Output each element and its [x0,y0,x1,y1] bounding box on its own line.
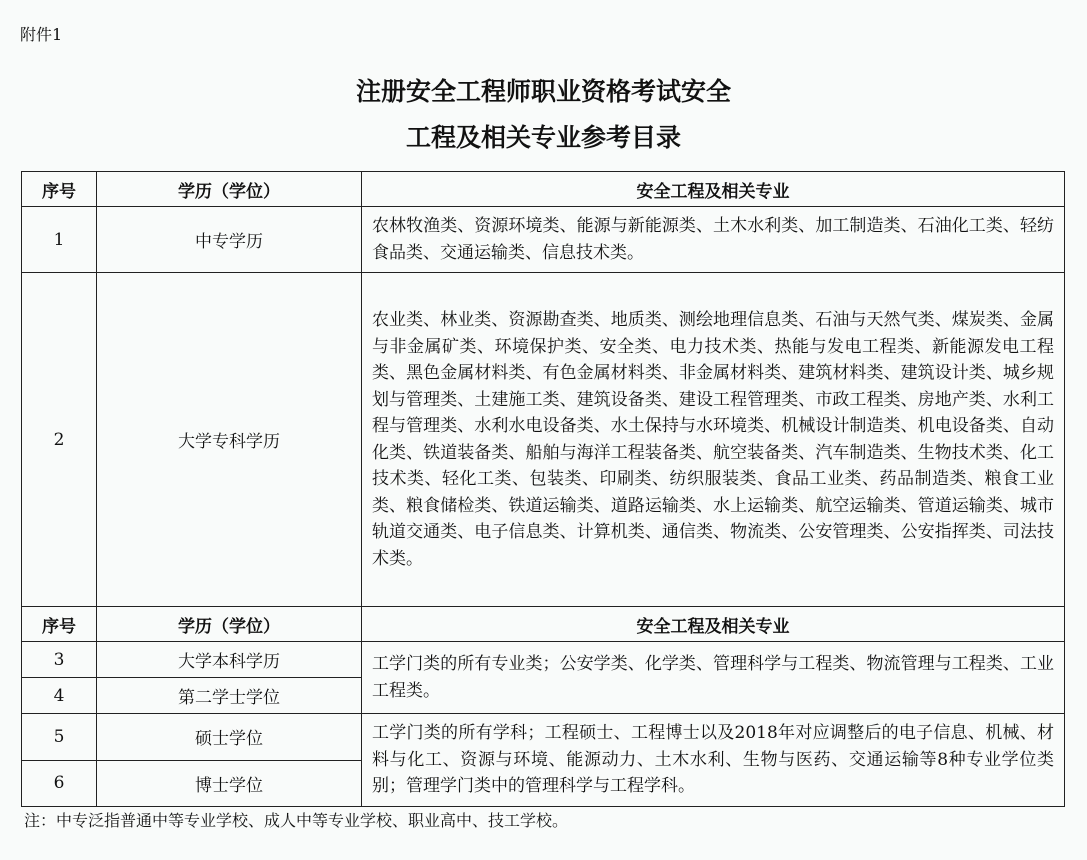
row-no: 3 [22,642,97,678]
header-edu: 学历（学位） [97,172,362,207]
row-major: 农业类、林业类、资源勘查类、地质类、测绘地理信息类、石油与天然气类、煤炭类、金属与非金属矿类、环境保护类、安全类、电力技术类、热能与发电工程类、新能源发电工程类、黑色金属材料类、有色金属材料类、非金属材料类、建筑材料类、建筑设计类、城乡规划与管理类、土建施工类、建筑设备类、建设工程管理类、市政工程类、房地产类、水利工程与管理类、水利水电设备类、水土保持与水环境类、机械设计制造类、机电设备类、自动化类、铁道装备类、船舶与海洋工程装备类、航空装备类、汽车制造类、生物技术类、化工技术类、轻化工类、包装类、印刷类、纺织服装类、食品工业类、药品制造类、粮食工业类、粮食储检类、铁道运输类、道路运输类、水上运输类、航空运输类、管道运输类、城市轨道交通类、电子信息类、计算机类、通信类、物流类、公安管理类、公安指挥类、司法技术类。 [362,273,1065,607]
table-row [22,642,1065,678]
table-row [22,714,1065,761]
annex-label: 附件1 [20,25,63,44]
row-no: 5 [22,714,97,761]
table-row [22,273,1065,607]
header-edu: 学历（学位） [97,607,362,642]
header-major: 安全工程及相关专业 [362,607,1065,642]
row-no: 4 [22,678,97,714]
row-edu: 中专学历 [97,207,362,273]
row-edu: 博士学位 [97,760,362,806]
table-row [22,207,1065,273]
table-header-row [22,607,1065,642]
header-no: 序号 [22,172,97,207]
row-edu: 第二学士学位 [97,678,362,714]
header-major: 安全工程及相关专业 [362,172,1065,207]
header-no: 序号 [22,607,97,642]
row-edu: 大学本科学历 [97,642,362,678]
document-title-line1: 注册安全工程师职业资格考试安全 [355,77,731,106]
table-header-row [22,172,1065,207]
row-no: 6 [22,760,97,806]
row-edu: 硕士学位 [97,714,362,761]
row-major: 农林牧渔类、资源环境类、能源与新能源类、土木水利类、加工制造类、石油化工类、轻纺食品类、交通运输类、信息技术类。 [362,207,1065,273]
footnote: 注：中专泛指普通中等专业学校、成人中等专业学校、职业高中、技工学校。 [24,811,569,830]
document-title-line2: 工程及相关专业参考目录 [405,123,681,152]
row-major: 工学门类的所有学科；工程硕士、工程博士以及2018年对应调整后的电子信息、机械、材料与化工、资源与环境、能源动力、土木水利、生物与医药、交通运输等8种专业学位类别；管理学门类中的管理科学与工程学科。 [362,714,1065,807]
row-edu: 大学专科学历 [97,273,362,607]
row-no: 1 [22,207,97,273]
major-catalog-table [21,171,1065,807]
row-no: 2 [22,273,97,607]
row-major: 工学门类的所有专业类；公安学类、化学类、管理科学与工程类、物流管理与工程类、工业工程类。 [362,642,1065,714]
